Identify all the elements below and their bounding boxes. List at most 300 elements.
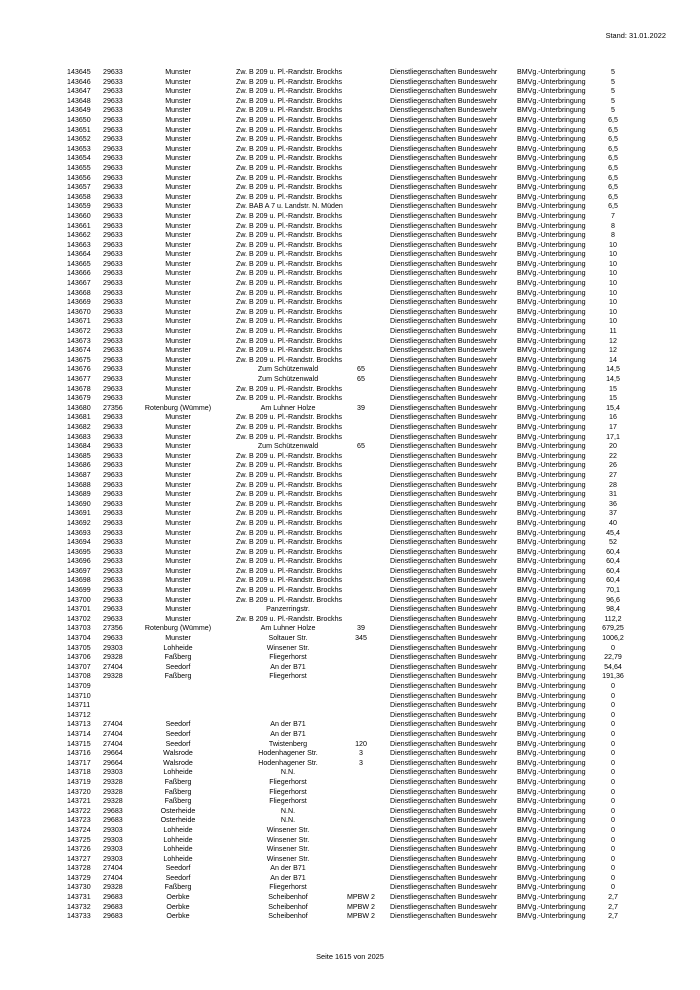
table-row [0,624,700,634]
table-row [0,500,700,510]
cell-id: 143659 [67,202,91,211]
cell-nutzung: BMVg.-Unterbringung [517,845,586,854]
cell-wert: 6,5 [608,202,618,211]
cell-nutzung: BMVg.-Unterbringung [517,202,586,211]
cell-strasse: An der B71 [270,729,306,738]
cell-wert: 5 [611,96,615,105]
table-row [0,586,700,596]
cell-kategorie: Dienstliegenschaften Bundeswehr [390,787,498,796]
cell-nutzung: BMVg.-Unterbringung [517,806,586,815]
cell-nutzung: BMVg.-Unterbringung [517,298,586,307]
cell-wert: 6,5 [608,173,618,182]
cell-kategorie: Dienstliegenschaften Bundeswehr [390,547,498,556]
cell-nutzung: BMVg.-Unterbringung [517,480,586,489]
cell-wert: 0 [611,729,615,738]
cell-kategorie: Dienstliegenschaften Bundeswehr [390,68,498,76]
table-row [0,365,700,375]
cell-strasse: Zw. B 209 u. Pl.-Randstr. Brockhs [236,183,343,192]
cell-strasse: An der B71 [270,864,306,873]
cell-strasse: Zw. B 209 u. Pl.-Randstr. Brockhs [236,586,343,595]
cell-kategorie: Dienstliegenschaften Bundeswehr [390,317,498,326]
cell-wert: 7 [611,211,615,220]
cell-strasse: Scheibenhof [268,912,308,921]
cell-id: 143677 [67,375,91,383]
cell-kategorie: Dienstliegenschaften Bundeswehr [390,221,498,230]
cell-kategorie: Dienstliegenschaften Bundeswehr [390,451,498,460]
cell-plz: 29328 [103,672,123,681]
cell-plz: 29633 [103,106,123,115]
cell-plz: 29633 [103,163,123,172]
cell-wert: 28 [609,480,617,489]
cell-nutzung: BMVg.-Unterbringung [517,365,586,374]
table-row [0,672,700,682]
table-row [0,740,700,750]
cell-plz: 29633 [103,528,123,537]
cell-id: 143689 [67,490,91,499]
cell-ort: Munster [165,125,191,134]
cell-plz: 29633 [103,384,123,393]
cell-kategorie: Dienstliegenschaften Bundeswehr [390,864,498,873]
table-row [0,682,700,692]
cell-id: 143697 [67,566,91,575]
cell-strasse: Zw. B 209 u. Pl.-Randstr. Brockhs [236,211,343,220]
cell-ort: Munster [165,298,191,307]
cell-nutzung: BMVg.-Unterbringung [517,135,586,144]
cell-strasse: Scheibenhof [268,902,308,911]
cell-nutzung: BMVg.-Unterbringung [517,720,586,729]
cell-ort: Munster [165,106,191,115]
cell-wert: 10 [609,298,617,307]
cell-id: 143646 [67,77,91,86]
cell-nutzung: BMVg.-Unterbringung [517,653,586,662]
cell-nutzung: BMVg.-Unterbringung [517,499,586,508]
cell-kategorie: Dienstliegenschaften Bundeswehr [390,662,498,671]
cell-nutzung: BMVg.-Unterbringung [517,825,586,834]
cell-wert: 15 [609,384,617,393]
cell-nutzung: BMVg.-Unterbringung [517,864,586,873]
cell-strasse: Zw. B 209 u. Pl.-Randstr. Brockhs [236,259,343,268]
cell-id: 143683 [67,432,91,441]
cell-strasse: Zw. B 209 u. Pl.-Randstr. Brockhs [236,250,343,259]
cell-kategorie: Dienstliegenschaften Bundeswehr [390,183,498,192]
cell-kategorie: Dienstliegenschaften Bundeswehr [390,720,498,729]
cell-plz: 29303 [103,835,123,844]
cell-wert: 22,79 [604,653,622,662]
cell-strasse: Zw. B 209 u. Pl.-Randstr. Brockhs [236,346,343,355]
cell-nutzung: BMVg.-Unterbringung [517,528,586,537]
cell-strasse: Zw. B 209 u. Pl.-Randstr. Brockhs [236,77,343,86]
cell-strasse: Scheibenhof [268,893,308,902]
cell-wert: 0 [611,758,615,767]
cell-plz: 29633 [103,96,123,105]
cell-kategorie: Dienstliegenschaften Bundeswehr [390,845,498,854]
table-row [0,548,700,558]
cell-id: 143647 [67,87,91,96]
table-row [0,759,700,769]
cell-nutzung: BMVg.-Unterbringung [517,595,586,604]
cell-nutzung: BMVg.-Unterbringung [517,317,586,326]
table-row [0,663,700,673]
cell-plz: 29633 [103,538,123,547]
cell-kategorie: Dienstliegenschaften Bundeswehr [390,710,498,719]
cell-id: 143649 [67,106,91,115]
cell-nutzung: BMVg.-Unterbringung [517,835,586,844]
cell-strasse: Zw. B 209 u. Pl.-Randstr. Brockhs [236,317,343,326]
cell-wert: 0 [611,682,615,690]
cell-ort: Munster [165,451,191,460]
cell-wert: 22 [609,451,617,460]
table-row [0,375,700,385]
cell-nutzung: BMVg.-Unterbringung [517,461,586,470]
cell-wert: 0 [611,835,615,844]
cell-nutzung: BMVg.-Unterbringung [517,422,586,431]
cell-ort: Munster [165,432,191,441]
cell-kategorie: Dienstliegenschaften Bundeswehr [390,403,498,412]
cell-nutzung: BMVg.-Unterbringung [517,125,586,134]
cell-wert: 98,4 [606,605,620,614]
table-row [0,433,700,443]
cell-id: 143695 [67,547,91,556]
cell-kategorie: Dienstliegenschaften Bundeswehr [390,586,498,595]
cell-strasse: Zw. B 209 u. Pl.-Randstr. Brockhs [236,528,343,537]
cell-wert: 0 [611,845,615,854]
cell-ort: Seedorf [165,739,191,748]
cell-plz: 29303 [103,845,123,854]
cell-plz: 29633 [103,154,123,163]
cell-nutzung: BMVg.-Unterbringung [517,729,586,738]
cell-wert: 0 [611,883,615,892]
cell-ort: Munster [165,499,191,508]
cell-ort: Munster [165,586,191,595]
cell-wert: 5 [611,77,615,86]
table-row [0,701,700,711]
table-row [0,471,700,481]
cell-hausnummer: 65 [357,365,365,374]
cell-wert: 45,4 [606,528,620,537]
cell-plz: 29633 [103,499,123,508]
cell-kategorie: Dienstliegenschaften Bundeswehr [390,154,498,163]
cell-strasse: Fliegerhorst [269,777,307,786]
cell-wert: 60,4 [606,547,620,556]
cell-kategorie: Dienstliegenschaften Bundeswehr [390,566,498,575]
cell-wert: 14,5 [606,365,620,374]
cell-ort: Munster [165,557,191,566]
cell-ort: Lohheide [163,643,193,652]
table-row [0,816,700,826]
cell-id: 143674 [67,346,91,355]
table-row [0,442,700,452]
cell-plz: 29303 [103,643,123,652]
cell-id: 143650 [67,115,91,124]
cell-ort: Munster [165,173,191,182]
cell-hausnummer: 120 [355,739,367,748]
cell-strasse: Zw. B 209 u. Pl.-Randstr. Brockhs [236,192,343,201]
cell-wert: 0 [611,787,615,796]
cell-plz: 29633 [103,192,123,201]
cell-ort: Munster [165,528,191,537]
cell-strasse: Zw. B 209 u. Pl.-Randstr. Brockhs [236,566,343,575]
cell-kategorie: Dienstliegenschaften Bundeswehr [390,144,498,153]
cell-nutzung: BMVg.-Unterbringung [517,902,586,911]
table-row [0,126,700,136]
cell-ort: Munster [165,240,191,249]
cell-id: 143668 [67,288,91,297]
cell-nutzung: BMVg.-Unterbringung [517,893,586,902]
table-row [0,404,700,414]
cell-kategorie: Dienstliegenschaften Bundeswehr [390,413,498,422]
cell-kategorie: Dienstliegenschaften Bundeswehr [390,806,498,815]
cell-kategorie: Dienstliegenschaften Bundeswehr [390,202,498,211]
cell-strasse: Zw. B 209 u. Pl.-Randstr. Brockhs [236,394,343,403]
cell-kategorie: Dienstliegenschaften Bundeswehr [390,825,498,834]
cell-plz: 29633 [103,480,123,489]
cell-id: 143733 [67,912,91,921]
cell-strasse: Zw. B 209 u. Pl.-Randstr. Brockhs [236,451,343,460]
cell-wert: 0 [611,739,615,748]
cell-kategorie: Dienstliegenschaften Bundeswehr [390,682,498,690]
cell-nutzung: BMVg.-Unterbringung [517,384,586,393]
cell-ort: Walsrode [163,758,193,767]
cell-kategorie: Dienstliegenschaften Bundeswehr [390,163,498,172]
cell-wert: 70,1 [606,586,620,595]
cell-ort: Munster [165,259,191,268]
table-row [0,78,700,88]
cell-plz: 29633 [103,259,123,268]
cell-wert: 96,6 [606,595,620,604]
cell-id: 143655 [67,163,91,172]
cell-plz: 29633 [103,269,123,278]
cell-nutzung: BMVg.-Unterbringung [517,547,586,556]
cell-ort: Munster [165,346,191,355]
cell-strasse: Zw. B 209 u. Pl.-Randstr. Brockhs [236,355,343,364]
cell-strasse: Zw. B 209 u. Pl.-Randstr. Brockhs [236,173,343,182]
table-row [0,653,700,663]
cell-plz: 29328 [103,653,123,662]
cell-plz: 29633 [103,470,123,479]
cell-wert: 0 [611,691,615,700]
cell-ort: Munster [165,163,191,172]
cell-plz: 29633 [103,547,123,556]
cell-id: 143681 [67,413,91,422]
cell-strasse: Zw. B 209 u. Pl.-Randstr. Brockhs [236,269,343,278]
cell-id: 143662 [67,231,91,240]
cell-id: 143667 [67,279,91,288]
table-row [0,720,700,730]
cell-strasse: Zw. B 209 u. Pl.-Randstr. Brockhs [236,87,343,96]
cell-plz: 29633 [103,355,123,364]
table-row [0,692,700,702]
cell-hausnummer: 65 [357,442,365,451]
cell-wert: 6,5 [608,163,618,172]
cell-strasse: N.N. [280,816,296,825]
cell-nutzung: BMVg.-Unterbringung [517,413,586,422]
cell-ort: Munster [165,231,191,240]
cell-ort: Oerbke [166,902,190,911]
cell-strasse: Zw. B 209 u. Pl.-Randstr. Brockhs [236,480,343,489]
cell-nutzung: BMVg.-Unterbringung [517,346,586,355]
cell-plz: 29633 [103,442,123,451]
cell-wert: 15 [609,394,617,403]
cell-plz: 27404 [103,739,123,748]
table-row [0,423,700,433]
cell-ort: Munster [165,221,191,230]
cell-wert: 6,5 [608,154,618,163]
cell-ort: Munster [165,461,191,470]
cell-strasse: Winsener Str. [266,825,310,834]
cell-ort: Munster [165,394,191,403]
cell-strasse: Zw. B 209 u. Pl.-Randstr. Brockhs [236,240,343,249]
table-row [0,557,700,567]
cell-wert: 10 [609,317,617,326]
cell-wert: 191,36 [602,672,624,681]
cell-id: 143728 [67,864,91,873]
cell-wert: 52 [609,538,617,547]
cell-wert: 20 [609,442,617,451]
cell-plz: 29633 [103,595,123,604]
cell-wert: 0 [611,797,615,806]
cell-nutzung: BMVg.-Unterbringung [517,154,586,163]
cell-plz: 29633 [103,461,123,470]
cell-strasse: Zw. B 209 u. Pl.-Randstr. Brockhs [236,144,343,153]
cell-hausnummer: MPBW 2 [347,902,375,911]
cell-id: 143715 [67,739,91,748]
cell-nutzung: BMVg.-Unterbringung [517,586,586,595]
cell-kategorie: Dienstliegenschaften Bundeswehr [390,509,498,518]
cell-wert: 0 [611,701,615,710]
cell-nutzung: BMVg.-Unterbringung [517,307,586,316]
cell-plz: 29633 [103,135,123,144]
table-row [0,279,700,289]
cell-ort: Munster [165,183,191,192]
cell-id: 143711 [67,701,91,710]
cell-strasse: Zw. B 209 u. Pl.-Randstr. Brockhs [236,288,343,297]
cell-plz: 29683 [103,902,123,911]
cell-ort: Munster [165,269,191,278]
cell-strasse: Zw. B 209 u. Pl.-Randstr. Brockhs [236,279,343,288]
cell-ort: Munster [165,576,191,585]
table-row [0,461,700,471]
cell-id: 143679 [67,394,91,403]
cell-wert: 0 [611,643,615,652]
cell-strasse: Zw. B 209 u. Pl.-Randstr. Brockhs [236,154,343,163]
cell-ort: Seedorf [165,729,191,738]
cell-strasse: An der B71 [270,873,306,882]
cell-wert: 6,5 [608,115,618,124]
cell-id: 143694 [67,538,91,547]
cell-id: 143670 [67,307,91,316]
cell-id: 143660 [67,211,91,220]
cell-plz: 27404 [103,662,123,671]
cell-kategorie: Dienstliegenschaften Bundeswehr [390,365,498,374]
cell-ort: Munster [165,614,191,623]
cell-wert: 16 [609,413,617,422]
table-row [0,903,700,913]
table-row [0,154,700,164]
cell-nutzung: BMVg.-Unterbringung [517,288,586,297]
cell-plz: 29303 [103,854,123,863]
table-row [0,567,700,577]
cell-strasse: Hodenhagener Str. [258,758,318,767]
cell-strasse: Zw. B 209 u. Pl.-Randstr. Brockhs [236,538,343,547]
cell-ort: Rotenburg (Wümme) [144,624,212,633]
cell-nutzung: BMVg.-Unterbringung [517,211,586,220]
cell-nutzung: BMVg.-Unterbringung [517,509,586,518]
cell-ort: Munster [165,279,191,288]
cell-wert: 15,4 [606,403,620,412]
cell-ort: Munster [165,77,191,86]
cell-id: 143678 [67,384,91,393]
cell-strasse: Fliegerhorst [269,787,307,796]
cell-kategorie: Dienstliegenschaften Bundeswehr [390,432,498,441]
cell-ort: Oerbke [166,893,190,902]
cell-kategorie: Dienstliegenschaften Bundeswehr [390,211,498,220]
cell-id: 143720 [67,787,91,796]
cell-strasse: Zw. B 209 u. Pl.-Randstr. Brockhs [236,518,343,527]
table-row [0,615,700,625]
cell-kategorie: Dienstliegenschaften Bundeswehr [390,691,498,700]
table-row [0,826,700,836]
cell-kategorie: Dienstliegenschaften Bundeswehr [390,912,498,921]
cell-kategorie: Dienstliegenschaften Bundeswehr [390,480,498,489]
cell-ort: Seedorf [165,662,191,671]
table-row [0,481,700,491]
cell-kategorie: Dienstliegenschaften Bundeswehr [390,240,498,249]
cell-wert: 12 [609,336,617,345]
cell-ort: Osterheide [160,816,196,825]
cell-wert: 10 [609,307,617,316]
cell-strasse: Zum Schützenwald [257,375,319,383]
cell-hausnummer: 39 [357,403,365,412]
cell-plz: 29633 [103,202,123,211]
cell-plz: 29633 [103,240,123,249]
cell-id: 143722 [67,806,91,815]
cell-kategorie: Dienstliegenschaften Bundeswehr [390,873,498,882]
cell-wert: 0 [611,710,615,719]
cell-id: 143680 [67,403,91,412]
cell-strasse: Zw. B 209 u. Pl.-Randstr. Brockhs [236,422,343,431]
table-row [0,509,700,519]
cell-ort: Lohheide [163,845,193,854]
data-table [0,68,700,922]
cell-id: 143651 [67,125,91,134]
cell-plz: 29633 [103,557,123,566]
cell-nutzung: BMVg.-Unterbringung [517,643,586,652]
cell-kategorie: Dienstliegenschaften Bundeswehr [390,461,498,470]
table-row [0,241,700,251]
table-row [0,845,700,855]
cell-strasse: Twistenberg [268,739,308,748]
cell-wert: 10 [609,240,617,249]
cell-wert: 1006,2 [602,634,624,643]
cell-id: 143724 [67,825,91,834]
cell-id: 143665 [67,259,91,268]
cell-plz: 29633 [103,605,123,614]
cell-kategorie: Dienstliegenschaften Bundeswehr [390,250,498,259]
cell-nutzung: BMVg.-Unterbringung [517,451,586,460]
cell-plz: 29633 [103,288,123,297]
cell-wert: 2,7 [608,912,618,921]
table-row [0,308,700,318]
cell-strasse: Zw. B 209 u. Pl.-Randstr. Brockhs [236,557,343,566]
cell-strasse: Zw. B 209 u. Pl.-Randstr. Brockhs [236,135,343,144]
table-row [0,394,700,404]
cell-ort: Munster [165,538,191,547]
cell-id: 143684 [67,442,91,451]
cell-wert: 0 [611,825,615,834]
cell-plz: 27404 [103,720,123,729]
cell-strasse: Zw. B 209 u. Pl.-Randstr. Brockhs [236,231,343,240]
cell-plz: 29683 [103,816,123,825]
